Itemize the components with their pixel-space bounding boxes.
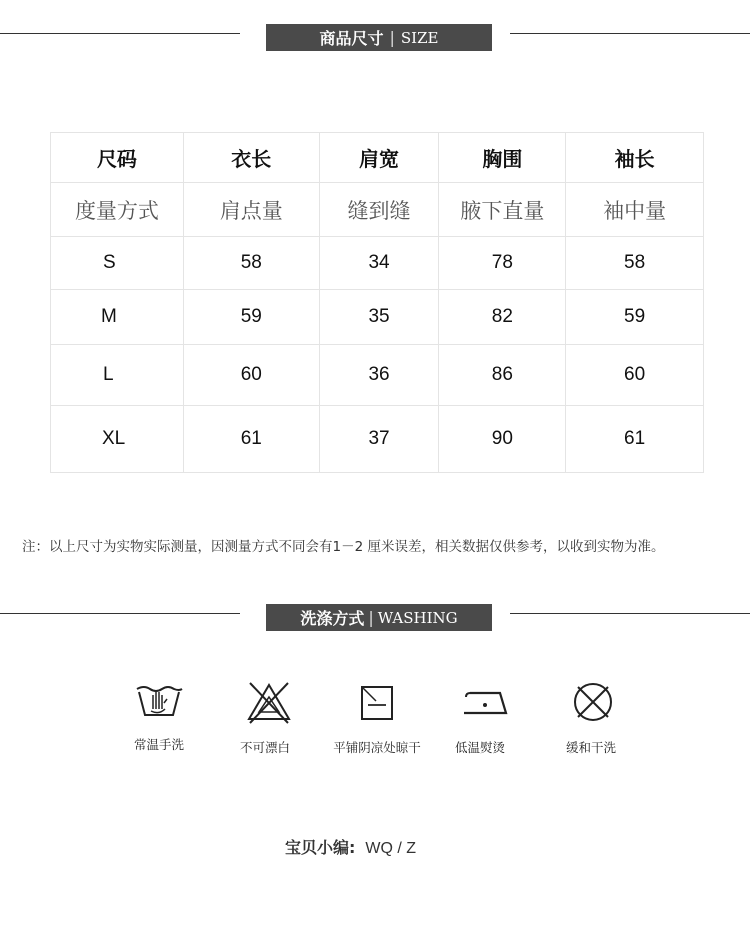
table-row [51, 345, 704, 406]
hand-wash-label: 常温手洗 [133, 737, 184, 752]
table-cell: 61 [183, 406, 319, 473]
table-cell: S [51, 237, 184, 290]
no-tumble-dry-icon [568, 679, 618, 725]
table-cell: 37 [319, 406, 439, 473]
washing-title-cn: 洗涤方式 [300, 609, 365, 628]
header-shoulder: 肩宽 [319, 133, 439, 183]
hand-wash-icon [134, 681, 184, 727]
editor-credit [285, 835, 416, 858]
table-cell: 60 [183, 345, 319, 406]
table-cell: 35 [319, 290, 439, 345]
method-sleeve: 袖中量 [566, 183, 704, 237]
washing-header-line-left [0, 613, 240, 614]
method-length: 肩点量 [183, 183, 319, 237]
low-iron-icon [460, 681, 510, 727]
editor-label: 宝贝小编: [285, 838, 356, 857]
size-header-line-left [0, 33, 240, 34]
table-cell: XL [51, 406, 184, 473]
method-shoulder: 缝到缝 [319, 183, 439, 237]
table-cell: M [51, 290, 184, 345]
table-cell: 58 [566, 237, 704, 290]
header-sleeve: 袖长 [566, 133, 704, 183]
size-section-banner [266, 24, 492, 51]
no-bleach-icon [244, 681, 294, 727]
washing-title-en: WASHING [377, 608, 458, 627]
editor-value: WQ / Z [365, 840, 417, 857]
table-cell: 36 [319, 345, 439, 406]
size-table-method-row [51, 183, 704, 237]
size-title-cn: 商品尺寸 [319, 29, 384, 48]
table-cell: 59 [566, 290, 704, 345]
size-title-divider: | [389, 28, 395, 47]
table-cell: 59 [183, 290, 319, 345]
washing-header-line-right [510, 613, 750, 614]
table-row [51, 290, 704, 345]
measurement-note: 注：以上尺寸为实物实际测量，因测量方式不同会有1－2 厘米误差，相关数据仅供参考，以收到实物为准。 [22, 539, 665, 555]
low-iron-label: 低温熨烫 [454, 740, 505, 755]
dry-flat-shade-icon [352, 681, 402, 727]
no-tumble-dry-label: 缓和干洗 [565, 740, 616, 755]
header-length: 衣长 [183, 133, 319, 183]
table-cell: 86 [439, 345, 566, 406]
size-table-header-row [51, 133, 704, 183]
size-header-line-right [510, 33, 750, 34]
table-cell: 78 [439, 237, 566, 290]
table-cell: 34 [319, 237, 439, 290]
table-cell: 61 [566, 406, 704, 473]
table-cell: L [51, 345, 184, 406]
table-row [51, 237, 704, 290]
method-chest: 腋下直量 [439, 183, 566, 237]
table-cell: 58 [183, 237, 319, 290]
table-cell: 60 [566, 345, 704, 406]
size-table [50, 132, 704, 473]
size-title-en: SIZE [400, 28, 439, 47]
washing-title-divider: | [368, 608, 374, 627]
header-size: 尺码 [51, 133, 184, 183]
table-cell: 90 [439, 406, 566, 473]
method-label: 度量方式 [51, 183, 184, 237]
washing-section-banner [266, 604, 492, 631]
no-bleach-label: 不可漂白 [239, 740, 290, 755]
table-row [51, 406, 704, 473]
dry-flat-shade-label: 平铺阴凉处晾干 [333, 740, 421, 755]
header-chest: 胸围 [439, 133, 566, 183]
table-cell: 82 [439, 290, 566, 345]
